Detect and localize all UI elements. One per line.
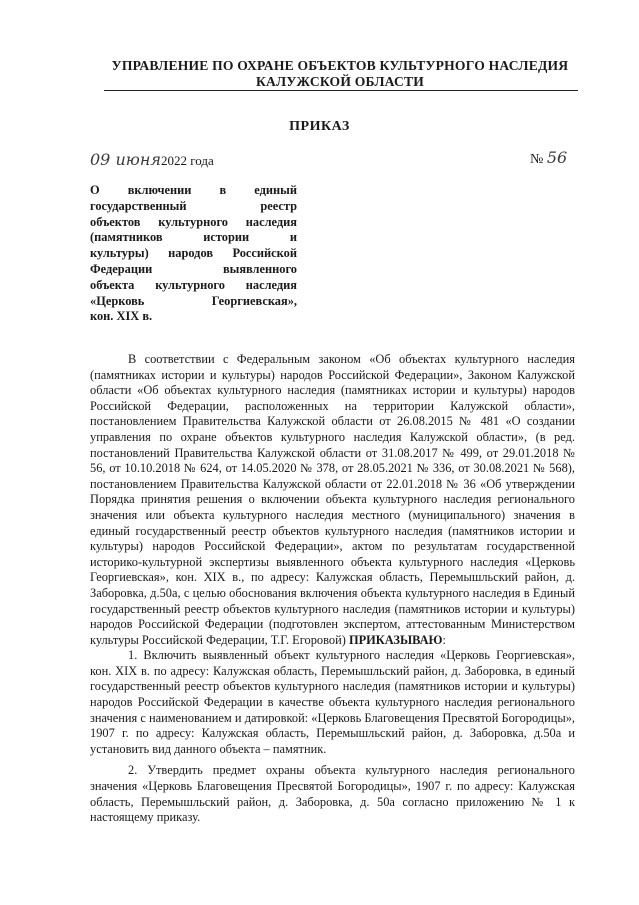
order-keyword: ПРИКАЗЫВАЮ — [348, 632, 443, 647]
preamble-end: : — [442, 632, 446, 647]
subject-line: государственный реестр — [90, 198, 297, 213]
organization-name-line1: УПРАВЛЕНИЕ ПО ОХРАНЕ ОБЪЕКТОВ КУЛЬТУРНОГО НАСЛЕДИЯ — [111, 58, 569, 73]
subject-line: О включении в единый — [90, 183, 297, 197]
document-date — [90, 150, 214, 169]
date-year: 2022 года — [160, 153, 214, 168]
subject-line: Федерации выявленного — [90, 261, 297, 276]
subject-line: объектов культурного наследия — [90, 214, 297, 229]
order-subject — [90, 183, 297, 325]
order-item-1: 1. Включить выявленный объект культурного наследия «Церковь Георгиевская», кон. XIX в. по адресу: Калужская область, Перемышльский район, д. Заборовка, в единый государственный реестр объектов культурного наследия (памятников истории и культуры) народов Российской Федерации в качестве объекта культурного наследия регионального значения с наименованием и датировкой: «Церковь Благовещения Пресвятой Богородицы», 1907 г. по адресу: Калужская область, Перемышльский район, д. Заборовка, д.50а и установить вид данного объекта – памятник. — [90, 648, 575, 756]
document-title: ПРИКАЗ — [289, 119, 350, 134]
subject-line: объекта культурного наследия — [90, 277, 297, 292]
number-sign: № — [530, 152, 544, 167]
subject-line: кон. XIX в. — [90, 309, 153, 324]
header-divider — [104, 90, 578, 91]
order-item-2: 2. Утвердить предмет охраны объекта культурного наследия регионального значения «Церковь Благовещения Пресвятой Богородицы», 1907 г. по адресу: Калужская область, Перемышльский район, д. Заборовка, д. 50а согласно приложению № 1 к настоящему приказу. — [90, 763, 575, 825]
subject-line: «Церковь Георгиевская», — [90, 293, 297, 308]
organization-name-line2: КАЛУЖСКОЙ ОБЛАСТИ — [255, 74, 425, 89]
preamble-paragraph — [90, 352, 575, 648]
document-number — [530, 148, 567, 168]
handwritten-number: 56 — [546, 148, 568, 167]
subject-line: (памятников истории и — [90, 230, 297, 245]
subject-line: культуры) народов Российской — [90, 246, 297, 261]
handwritten-date: 09 июня — [90, 150, 161, 169]
order-body — [90, 352, 575, 826]
preamble-text: В соответствии с Федеральным законом «Об объектах культурного наследия (памятниках истории и культуры) народов Российской Федерации», Законом Калужской области «Об объектах культурного наследия (памятниках истории и культуры) народов Российской Федерации, расположенных на территории Калужской области», постановлением Правительства Калужской области от 26.08.2015 № 481 «О создании управления по охране объектов культурного наследия Калужской области», (в ред. постановлений Правительства Калужской области от 31.08.2017 № 499, от 29.01.2018 № 56, от 10.10.2018 № 624, от 14.05.2020 № 378, от 28.05.2021 № 336, от 30.08.2021 № 568), постановлением Правительства Калужской области от 22.01.2018 № 36 «Об утверждении Порядка принятия решения о включении объекта культурного наследия регионального значения или объекта культурного наследия местного (муниципального) значения в единый государственный реестр объектов культурного наследия (памятников истории и культуры) народов Российской Федерации», актом по результатам государственной историко-культурной экспертизы выявленного объекта культурного наследия «Церковь Георгиевская», кон. XIX в., по адресу: Калужская область, Перемышльский район, д. Заборовка, д.50а, с целью обоснования включения объекта культурного наследия в Единый государственный реестр объектов культурного наследия (памятников истории и культуры) народов Российской Федерации (подготовлен экспертом, аттестованным Министерством культуры Российской Федерации, Т.Г. Егоровой) — [90, 352, 575, 647]
